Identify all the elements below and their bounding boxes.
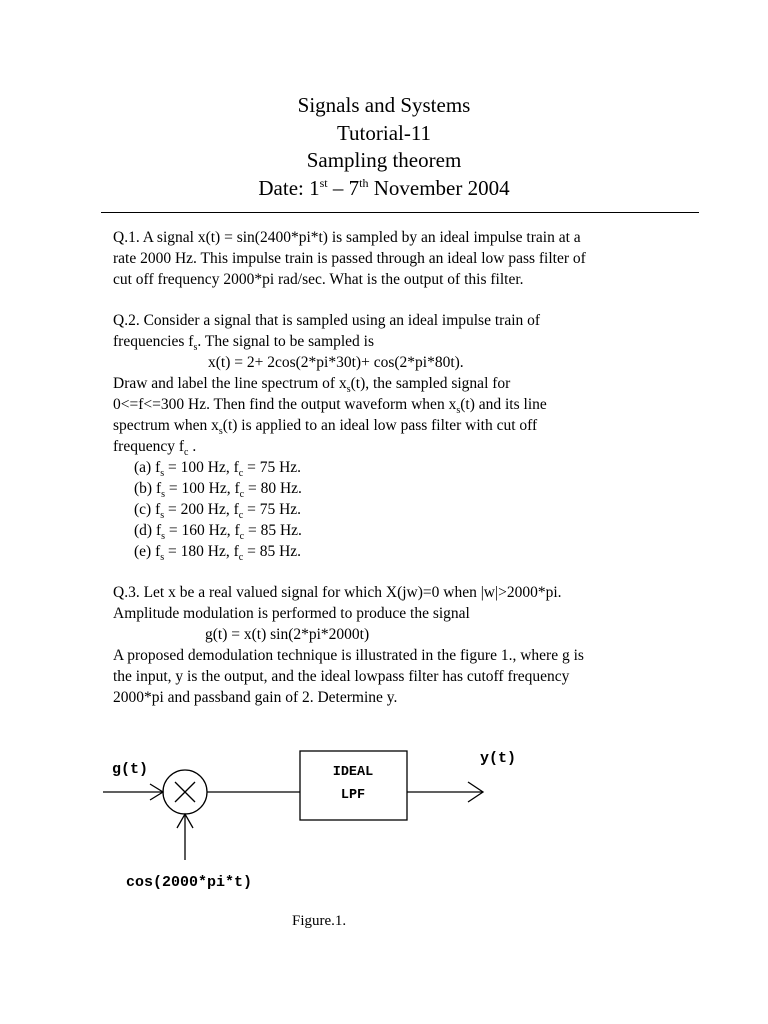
option-text: (c) f (134, 501, 161, 518)
option-text: = 100 Hz, f (164, 459, 239, 476)
lpf-label-line1: IDEAL (332, 765, 374, 780)
date-mid: – 7 (327, 175, 360, 200)
q2-option-b (113, 478, 713, 499)
option-text: = 85 Hz. (244, 522, 302, 539)
q2-option-a (113, 457, 713, 478)
q2-text: (t) and its line (460, 396, 547, 413)
q2-subscript: s (218, 426, 223, 438)
q1-line: Q.1. A signal x(t) = sin(2400*pi*t) is sampled by an ideal impulse train at a (113, 229, 581, 246)
carrier-label: cos(2000*pi*t) (126, 874, 253, 891)
option-text: (b) f (134, 480, 162, 497)
q2-line (113, 394, 713, 415)
q2-line (113, 373, 713, 394)
q2-subscript: s (456, 405, 461, 417)
q3-equation: g(t) = x(t) sin(2*pi*2000t) (205, 626, 370, 643)
multiplier-circle (163, 770, 207, 814)
option-text: (a) f (134, 459, 161, 476)
q2-text: 0<=f<=300 Hz. Then find the output waveform when x (113, 396, 457, 413)
option-subscript: c (239, 531, 245, 543)
q2-text: spectrum when x (113, 417, 219, 434)
q3-line: Amplitude modulation is performed to produce the signal (113, 605, 470, 622)
multiplier-cross-icon (175, 782, 195, 802)
option-subscript: s (160, 552, 165, 564)
q2-option-d (113, 520, 713, 541)
date-sup-start: st (319, 175, 328, 190)
option-text: = 180 Hz, f (164, 543, 239, 560)
option-subscript: c (238, 552, 244, 564)
q2-option-e (113, 541, 713, 562)
q3-line: the input, y is the output, and the ideal lowpass filter has cutoff frequency (113, 668, 570, 685)
option-text: = 160 Hz, f (165, 522, 240, 539)
option-text: (e) f (134, 543, 161, 560)
carrier-arrowhead (177, 814, 193, 828)
q2-text: Draw and label the line spectrum of x (113, 375, 347, 392)
q2-option-c (113, 499, 713, 520)
q2-text: . The signal to be sampled is (197, 333, 375, 350)
option-text: = 75 Hz. (243, 501, 302, 518)
q3-line: Q.3. Let x be a real valued signal for which X(jw)=0 when |w|>2000*pi. (113, 584, 562, 601)
lpf-label-line2: LPF (340, 788, 366, 803)
option-text: = 75 Hz. (243, 459, 302, 476)
option-text: = 200 Hz, f (164, 501, 239, 518)
tutorial-date (0, 175, 768, 203)
q2-line: Q.2. Consider a signal that is sampled using an ideal impulse train of (113, 312, 541, 329)
date-suffix: November 2004 (368, 175, 510, 200)
output-label: y(t) (480, 750, 517, 767)
q2-text: . (188, 438, 197, 455)
question-2 (113, 310, 713, 562)
date-sup-end: th (359, 175, 369, 190)
option-subscript: s (161, 489, 166, 501)
title-block (0, 92, 768, 202)
question-3 (113, 582, 713, 708)
q3-line: 2000*pi and passband gain of 2. Determine y. (113, 689, 398, 706)
output-arrowhead (468, 782, 483, 802)
input-label: g(t) (112, 761, 149, 778)
course-title: Signals and Systems (297, 93, 471, 117)
horizontal-divider (101, 212, 699, 213)
tutorial-topic: Sampling theorem (306, 148, 462, 172)
q2-subscript: s (193, 342, 198, 354)
option-text: (d) f (134, 522, 162, 539)
q1-line: rate 2000 Hz. This impulse train is passed through an ideal low pass filter of (113, 250, 586, 267)
multiplier-cross-icon (175, 782, 195, 802)
q2-line (113, 331, 713, 352)
option-subscript: c (238, 510, 244, 522)
option-text: = 85 Hz. (243, 543, 302, 560)
q2-line (113, 436, 713, 457)
option-subscript: s (160, 468, 165, 480)
date-prefix: Date: 1 (258, 175, 320, 200)
q2-equation: x(t) = 2+ 2cos(2*pi*30t)+ cos(2*pi*80t). (208, 354, 464, 371)
option-subscript: s (161, 531, 166, 543)
option-subscript: s (160, 510, 165, 522)
figure-caption: Figure.1. (292, 913, 347, 929)
option-subscript: c (239, 489, 245, 501)
q2-text: (t) is applied to an ideal low pass filter with cut off (222, 417, 538, 434)
q3-line: A proposed demodulation technique is illustrated in the figure 1., where g is (113, 647, 584, 664)
q2-text: (t), the sampled signal for (350, 375, 511, 392)
tutorial-number: Tutorial-11 (336, 120, 432, 145)
option-subscript: c (238, 468, 244, 480)
lpf-block (300, 751, 407, 820)
q2-line (113, 415, 713, 436)
q1-line: cut off frequency 2000*pi rad/sec. What is the output of this filter. (113, 271, 524, 288)
option-text: = 80 Hz. (244, 480, 302, 497)
question-1 (113, 227, 713, 290)
option-text: = 100 Hz, f (165, 480, 240, 497)
q2-text: frequencies f (113, 333, 194, 350)
q2-text: frequency f (113, 438, 184, 455)
q2-subscript: s (346, 384, 351, 396)
input-arrowhead (150, 784, 163, 800)
q2-subscript: c (184, 447, 189, 459)
